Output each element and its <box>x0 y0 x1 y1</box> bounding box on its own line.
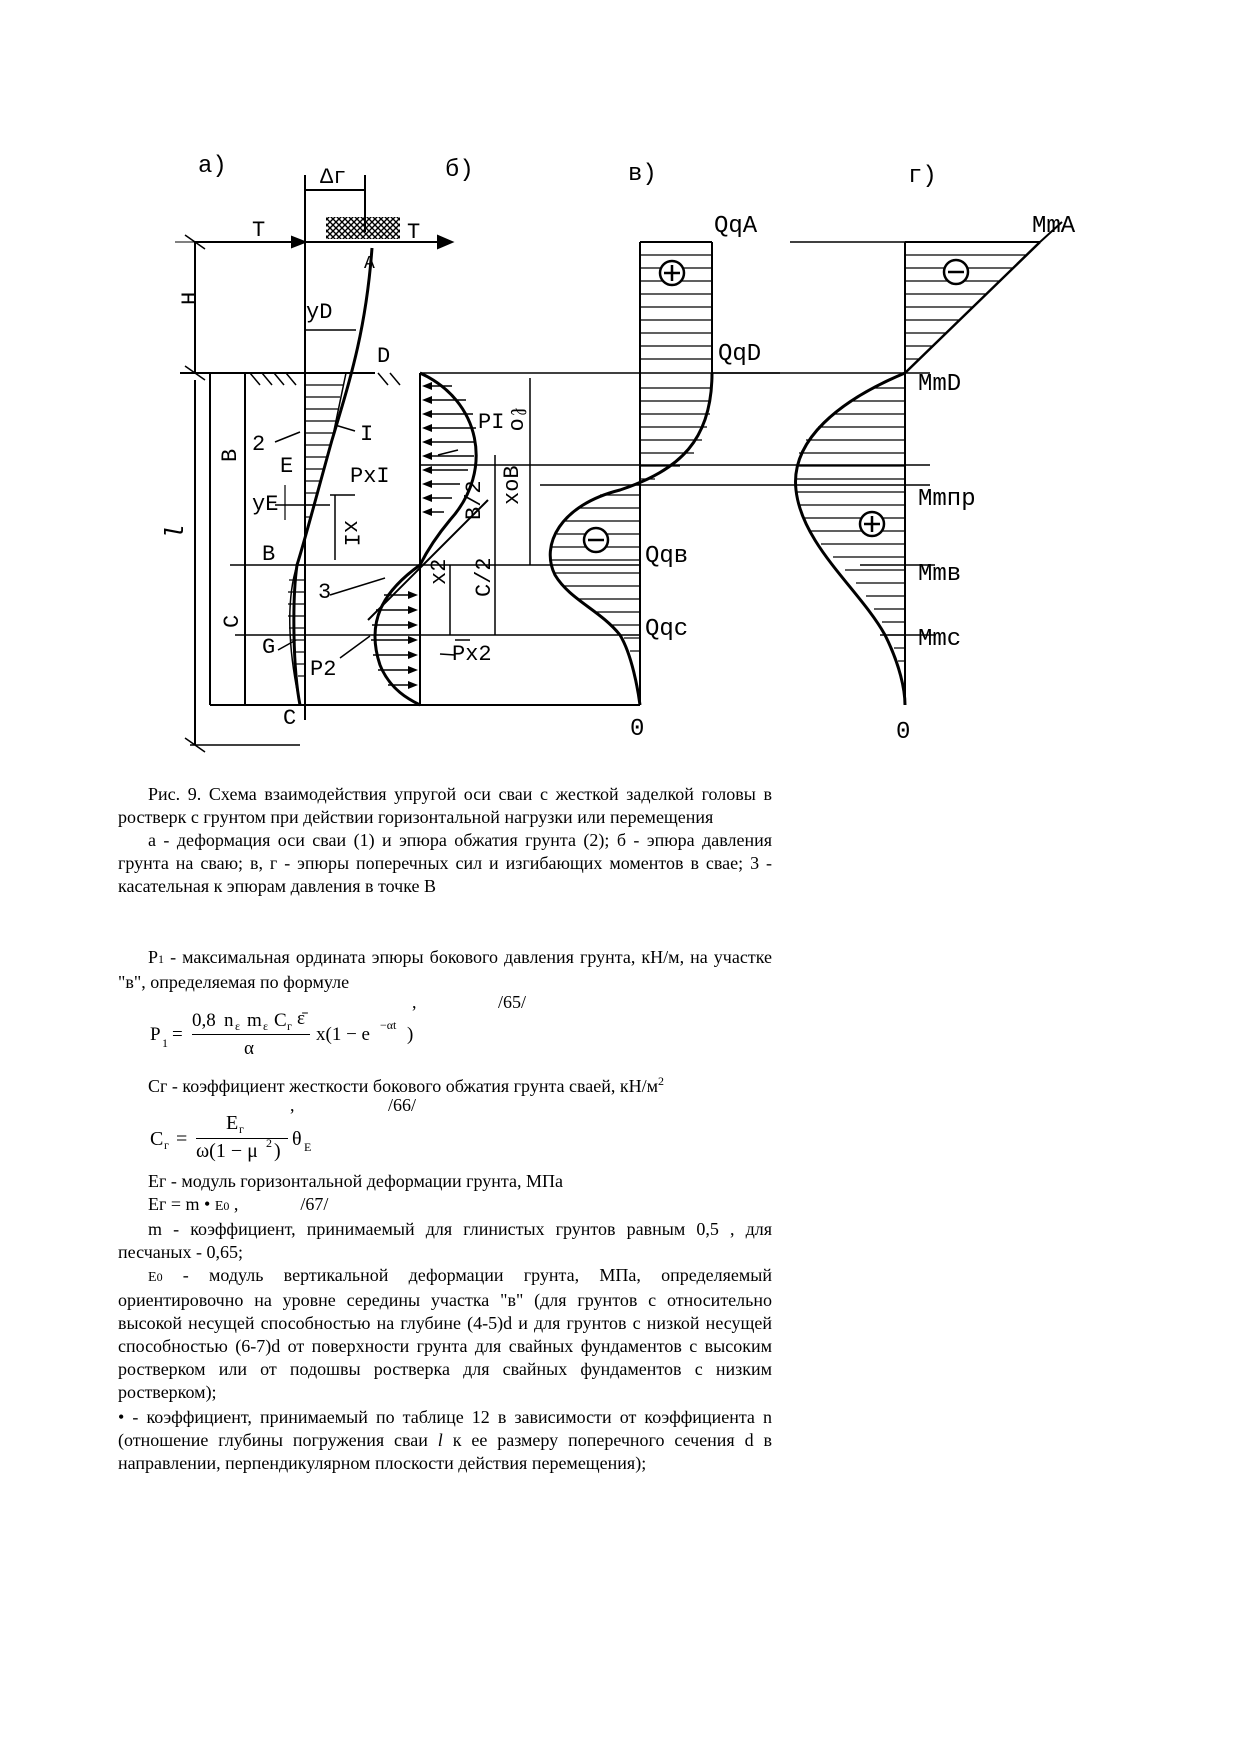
caption-legend: а - деформация оси сваи (1) и эпюра обжатия грунта (2); б - эпюра давления грунта на сваю; в, г - эпюры поперечных сил и изгибающих моментов в свае; 3 - касательная к эпюрам давления в точке В <box>118 830 772 896</box>
p1-definition <box>118 946 772 994</box>
label-2: 2 <box>252 432 266 457</box>
eq65-number: /65/ <box>498 992 527 1012</box>
eq67-e0: E <box>214 1199 224 1214</box>
label-b2: B/2 <box>462 480 487 520</box>
eq66-lhs: C <box>150 1128 164 1150</box>
er-definition: Eг - модуль горизонтальной деформации грунта, МПа <box>148 1171 563 1191</box>
label-h: H <box>178 291 203 305</box>
pile-interaction-diagram <box>150 140 1130 760</box>
figure-caption <box>118 783 772 898</box>
eq66-den-sup: 2 <box>266 1136 272 1150</box>
body-definitions <box>118 1170 772 1475</box>
eq65-c-sub: г <box>287 1019 292 1033</box>
panel-label-g: г) <box>908 163 937 190</box>
eq65-coef: 0,8 <box>192 1010 216 1031</box>
label-c-side: C <box>220 614 245 628</box>
eq66-num: E <box>226 1112 239 1134</box>
label-e-point: E <box>280 454 294 479</box>
eq65-n-sub: ε <box>235 1019 241 1033</box>
cr-definition <box>118 1070 772 1098</box>
coef-definition-a: • - коэффициент, принимаемый по таблице 12 в зависимости от коэффициента n (отношение глубины погружения сваи <box>118 1407 772 1450</box>
eq66-num-sub: г <box>239 1122 244 1136</box>
eq65-exp: −αt <box>380 1018 397 1032</box>
eq65-lhs: P <box>150 1024 161 1045</box>
label-qqa: QqA <box>714 213 758 240</box>
coef-definition-b: к ее размеру поперечного сечения d в направлении, перпендикулярном плоскости действия перемещения); <box>118 1430 772 1473</box>
label-3: 3 <box>318 580 332 605</box>
label-lo: ℓo <box>504 405 529 432</box>
eq65-equals: = <box>172 1024 183 1045</box>
label-b-side: B <box>218 448 243 462</box>
label-a-point: A <box>364 254 375 274</box>
label-mmpr: Mmпр <box>918 486 976 513</box>
e0-symbol: E <box>148 1270 157 1285</box>
label-qqd: QqD <box>718 341 762 368</box>
label-mmb: Mmв <box>918 561 962 588</box>
label-yd: yD <box>306 300 333 325</box>
label-c2: C/2 <box>472 557 497 597</box>
label-qqc: Qqc <box>645 616 689 643</box>
eq65-c: C <box>274 1010 287 1031</box>
eq65-close: ) <box>407 1024 414 1045</box>
eq67-e0-sub: 0 <box>223 1199 230 1213</box>
p1-symbol: P <box>148 947 159 967</box>
eq65-m-sub: ε <box>263 1019 269 1033</box>
label-pxi: PxI <box>350 464 390 489</box>
eq67 <box>118 1193 772 1218</box>
label-delta: Δг <box>320 165 347 190</box>
label-qqb: Qqв <box>645 543 689 570</box>
label-t1: T <box>252 218 266 243</box>
eq66-den: ω(1 − μ <box>196 1140 258 1162</box>
label-zero-moment: 0 <box>896 719 911 746</box>
panel-label-a: а) <box>198 153 227 180</box>
eq66-theta-sub: E <box>304 1140 312 1154</box>
coef-definition-l: l <box>437 1430 443 1450</box>
label-x2: x2 <box>427 558 452 585</box>
eq65-m: m <box>247 1010 262 1031</box>
load-block <box>326 217 400 239</box>
e0-definition <box>118 1264 772 1404</box>
eq67-number: /67/ <box>300 1194 329 1214</box>
eq65-n: n <box>224 1010 234 1031</box>
eq66-theta: θ <box>292 1128 302 1150</box>
cr-definition-sup: 2 <box>658 1074 665 1088</box>
eq66-number: /66/ <box>388 1095 417 1115</box>
panel-label-v: в) <box>628 161 657 188</box>
label-mmc: Mmc <box>918 626 962 653</box>
p1-definition-text: - максимальная ордината эпюры бокового давления грунта, кН/м, на участке "в", определяемая по формуле <box>118 947 772 992</box>
label-mma: MmA <box>1032 213 1076 240</box>
label-zero-shear: 0 <box>630 716 645 743</box>
label-p2: P2 <box>310 657 337 682</box>
panel-label-b: б) <box>445 157 474 184</box>
formula-65 <box>150 1010 450 1068</box>
eq66-den-close: ) <box>274 1140 281 1162</box>
cr-definition-text: Cг - коэффициент жесткости бокового обжатия грунта сваей, кН/м <box>148 1076 659 1096</box>
label-ye: yE <box>252 492 279 517</box>
eq65-eps: ε̄ <box>297 1008 305 1029</box>
label-1: I <box>360 422 374 447</box>
label-c-point: C <box>283 706 297 731</box>
label-d-point: D <box>377 344 391 369</box>
label-px2: Px2 <box>452 642 492 667</box>
label-pi: PI <box>478 410 505 435</box>
label-xob: xoB <box>500 465 525 505</box>
caption-title: Рис. 9. Схема взаимодействия упругой оси сваи с жесткой заделкой головы в ростверк с грунтом при действии горизонтальной нагрузки или перемещения <box>118 784 772 827</box>
panel-a <box>161 165 640 752</box>
eq66-comma: , <box>290 1095 295 1115</box>
label-t2: T <box>407 220 421 245</box>
e0-symbol-sub: 0 <box>156 1270 163 1284</box>
eq67-lhs: Eг = m • <box>148 1194 215 1214</box>
moment-curve <box>796 373 905 705</box>
label-xi: xI <box>338 520 363 547</box>
formula-66 <box>150 1112 350 1170</box>
eq65-comma: , <box>412 992 417 1012</box>
label-mmd: MmD <box>918 371 962 398</box>
panel-v <box>550 213 780 743</box>
label-g-point: G <box>262 635 276 660</box>
eq66-equals: = <box>176 1128 188 1150</box>
e0-definition-text: - модуль вертикальной деформации грунта, МПа, определяемый ориентировочно на уровне середины участка "в" (для грунтов с относительно высокой несущей способностью на глубине (4-5)d и для грунтов с низкой несущей способностью (6-7)d от поверхности грунта для свайных фундаментов с высоким ростверком или от подошвы ростверка для свайных фундаментов с низким ростверком); <box>118 1265 772 1402</box>
m-definition: m - коэффициент, принимаемый для глинистых грунтов равным 0,5 , для песчаных - 0,65; <box>118 1219 772 1262</box>
panel-b <box>305 373 930 705</box>
eq65-lhs-sub: 1 <box>162 1036 168 1050</box>
eq65-tail: x(1 − e <box>316 1024 370 1045</box>
coef-definition <box>118 1406 772 1475</box>
panel-g <box>790 213 1076 746</box>
shear-curve <box>550 373 712 705</box>
p1-symbol-sub: 1 <box>158 952 165 966</box>
label-l: l <box>161 524 191 540</box>
label-b-point: B <box>262 542 276 567</box>
eq67-comma: , <box>229 1194 239 1214</box>
eq66-lhs-sub: г <box>164 1138 169 1152</box>
eq65-den: α <box>244 1038 254 1059</box>
